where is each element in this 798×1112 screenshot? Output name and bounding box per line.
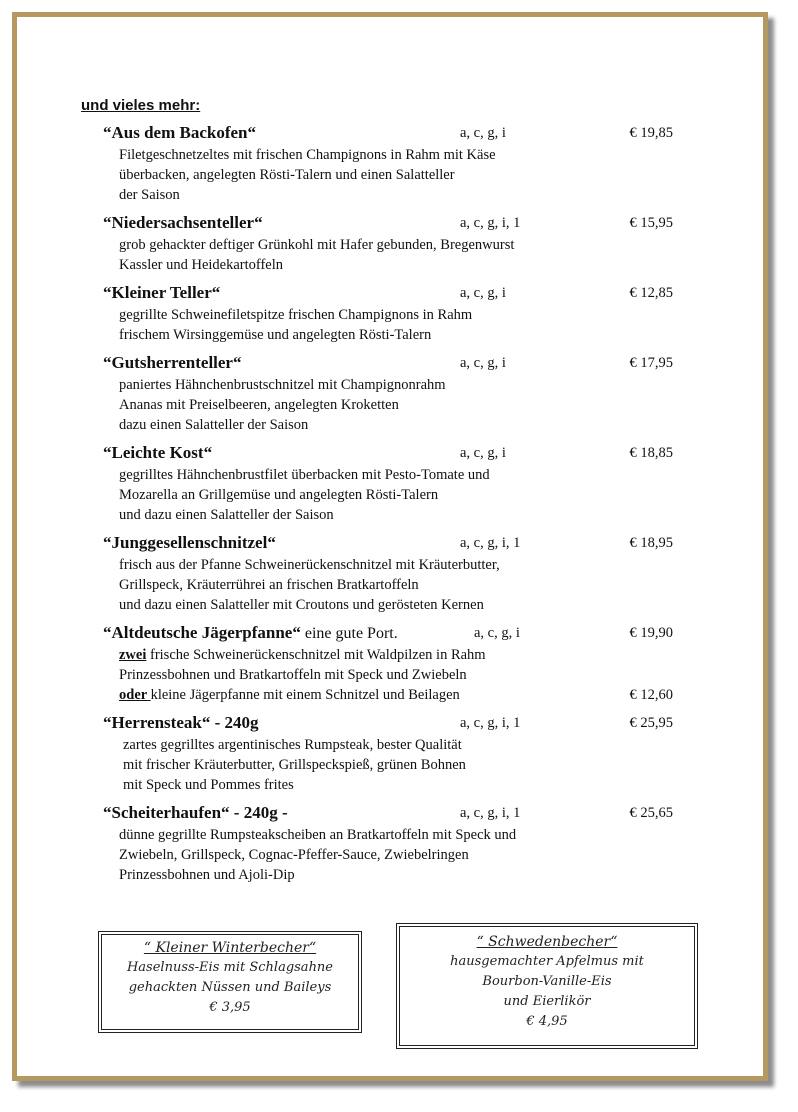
- item-allergens: a, c, g, i: [460, 285, 506, 301]
- box-line: hausgemachter Apfelmus mit: [450, 954, 644, 969]
- menu-item-aus-dem-backofen: [103, 123, 673, 205]
- item-description: [103, 555, 673, 615]
- alternative-price: € 12,60: [629, 687, 673, 703]
- menu-item-gutsherrenteller: [103, 353, 673, 435]
- box-title: “ Schwedenbecher“: [476, 934, 618, 950]
- item-title-suffix: - 240g -: [229, 803, 288, 822]
- item-title: “Gutsherrenteller“: [103, 353, 242, 372]
- dessert-box-schwedenbecher: [396, 923, 698, 1049]
- item-title-name: “Scheiterhaufen“: [103, 803, 230, 822]
- item-description: [103, 825, 673, 885]
- box-title: “ Kleiner Winterbecher“: [143, 940, 317, 956]
- section-heading: und vieles mehr:: [81, 97, 201, 114]
- item-description: [103, 465, 673, 525]
- description-line: grob gehackter deftiger Grünkohl mit Hafer gebunden, Bregenwurst: [119, 237, 515, 253]
- item-allergens: a, c, g, i, 1: [460, 715, 521, 731]
- item-price: € 25,95: [629, 715, 673, 731]
- item-title: “Junggesellenschnitzel“: [103, 533, 276, 552]
- item-allergens: a, c, g, i: [460, 445, 506, 461]
- description-line: paniertes Hähnchenbrustschnitzel mit Champignonrahm: [119, 377, 446, 393]
- description-line: [119, 685, 673, 705]
- item-price: € 18,95: [629, 535, 673, 551]
- item-allergens: a, c, g, i: [460, 125, 506, 141]
- item-title: [103, 803, 288, 823]
- description-line: gegrillte Schweinefiletspitze frischen Champignons in Rahm: [119, 307, 473, 323]
- description-line: frischem Wirsinggemüse und angelegten Rösti-Talern: [119, 327, 432, 343]
- menu-item-kleiner-teller: [103, 283, 673, 345]
- menu-item-niedersachsenteller: [103, 213, 673, 275]
- item-allergens: a, c, g, i, 1: [460, 215, 521, 231]
- description-line: Mozarella an Grillgemüse und angelegten Rösti-Talern: [119, 487, 439, 503]
- description-line: zartes gegrilltes argentinisches Rumpsteak, bester Qualität: [123, 737, 462, 753]
- description-line: Grillspeck, Kräuterrührei an frischen Bratkartoffeln: [119, 577, 419, 593]
- description-line: und dazu einen Salatteller der Saison: [119, 507, 334, 523]
- item-title: “Kleiner Teller“: [103, 283, 221, 302]
- item-allergens: a, c, g, i, 1: [460, 805, 521, 821]
- item-title-name: “Herrensteak“: [103, 713, 211, 732]
- item-description: [103, 235, 673, 275]
- dessert-box-kleiner-winterbecher: [98, 931, 362, 1033]
- item-price: € 25,65: [629, 805, 673, 821]
- item-title-suffix: eine gute Port.: [300, 625, 398, 642]
- item-title: [103, 623, 398, 643]
- description-line: Ananas mit Preiselbeeren, angelegten Kroketten: [119, 397, 399, 413]
- description-line: und dazu einen Salatteller mit Croutons und gerösteten Kernen: [119, 597, 484, 613]
- item-price: € 19,85: [629, 125, 673, 141]
- description-line: der Saison: [119, 187, 180, 203]
- description-text: kleine Jägerpfanne mit einem Schnitzel und Beilagen: [150, 687, 460, 703]
- item-description: [103, 145, 673, 205]
- box-line: Haselnuss-Eis mit Schlagsahne: [126, 960, 334, 975]
- description-line: gegrilltes Hähnchenbrustfilet überbacken mit Pesto-Tomate und: [119, 467, 490, 483]
- item-allergens: a, c, g, i, 1: [460, 535, 521, 551]
- menu-item-altdeutsche-jaegerpfanne: [103, 623, 673, 705]
- box-line: Bourbon-Vanille-Eis: [482, 974, 612, 989]
- description-line: [119, 645, 673, 665]
- item-title-name: “Altdeutsche Jägerpfanne“: [103, 623, 301, 642]
- menu-item-scheiterhaufen: [103, 803, 673, 885]
- emphasis-word: oder: [119, 687, 151, 703]
- box-price: € 3,95: [209, 1000, 251, 1015]
- menu-item-leichte-kost: [103, 443, 673, 525]
- item-price: € 17,95: [629, 355, 673, 371]
- description-line: mit frischer Kräuterbutter, Grillspeckspieß, grünen Bohnen: [123, 757, 466, 773]
- description-line: Kassler und Heidekartoffeln: [119, 257, 284, 273]
- menu-item-junggesellenschnitzel: [103, 533, 673, 615]
- box-price: € 4,95: [526, 1014, 568, 1029]
- item-description: [103, 735, 673, 795]
- menu-content: [17, 17, 763, 1076]
- description-line: überbacken, angelegten Rösti-Talern und einen Salatteller: [119, 167, 455, 183]
- description-line: mit Speck und Pommes frites: [123, 777, 294, 793]
- description-line: dünne gegrillte Rumpsteakscheiben an Bratkartoffeln mit Speck und: [119, 827, 517, 843]
- item-description: [103, 305, 673, 345]
- item-allergens: a, c, g, i: [460, 355, 506, 371]
- item-allergens: a, c, g, i: [474, 625, 520, 641]
- description-line: dazu einen Salatteller der Saison: [119, 417, 309, 433]
- item-title: [103, 713, 259, 733]
- item-description: [103, 375, 673, 435]
- description-line: Prinzessbohnen und Ajoli-Dip: [119, 867, 295, 883]
- box-line: und Eierlikör: [503, 994, 591, 1009]
- item-description: [103, 645, 673, 705]
- description-line: Filetgeschnetzeltes mit frischen Champignons in Rahm mit Käse: [119, 147, 496, 163]
- box-line: gehackten Nüssen und Baileys: [128, 980, 332, 995]
- item-title: “Leichte Kost“: [103, 443, 213, 462]
- item-title: “Niedersachsenteller“: [103, 213, 263, 232]
- menu-page-frame: [12, 12, 768, 1081]
- item-price: € 15,95: [629, 215, 673, 231]
- item-title: “Aus dem Backofen“: [103, 123, 257, 142]
- menu-item-herrensteak: [103, 713, 673, 795]
- description-text: frische Schweinerückenschnitzel mit Waldpilzen in Rahm: [146, 647, 486, 663]
- description-line: Zwiebeln, Grillspeck, Cognac-Pfeffer-Sauce, Zwiebelringen: [119, 847, 469, 863]
- item-price: € 12,85: [629, 285, 673, 301]
- emphasis-word: zwei: [119, 647, 147, 663]
- description-line: Prinzessbohnen und Bratkartoffeln mit Speck und Zwiebeln: [119, 667, 467, 683]
- item-price: € 18,85: [629, 445, 673, 461]
- item-price: € 19,90: [629, 625, 673, 641]
- description-line: frisch aus der Pfanne Schweinerückenschnitzel mit Kräuterbutter,: [119, 557, 500, 573]
- item-title-suffix: - 240g: [210, 713, 259, 732]
